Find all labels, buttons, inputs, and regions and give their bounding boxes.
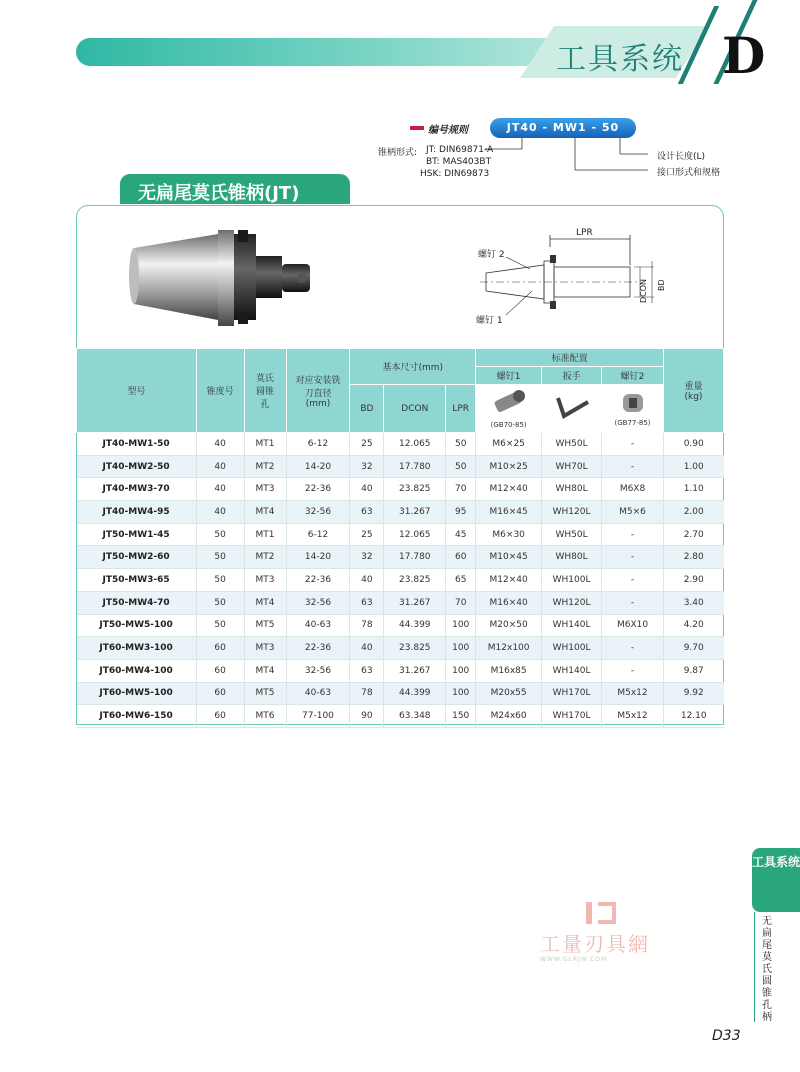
table-row [77, 523, 724, 546]
table-cell: 3.40 [663, 591, 723, 614]
table-cell: M10×25 [476, 455, 542, 478]
technical-drawing [470, 225, 680, 335]
watermark-text: 工量刃具網 [540, 932, 650, 956]
th-lpr: LPR [446, 385, 476, 433]
table-cell: 40 [196, 433, 244, 456]
table-cell: - [602, 569, 664, 592]
table-cell: 60 [196, 659, 244, 682]
table-cell: 25 [350, 433, 384, 456]
table-cell: 32 [350, 546, 384, 569]
lpr-label: LPR [576, 228, 593, 238]
table-cell: 40-63 [286, 682, 350, 705]
table-row [77, 659, 724, 682]
table-cell: 60 [196, 705, 244, 728]
th-weight: 重量(kg) [663, 349, 723, 433]
table-cell: 45 [446, 523, 476, 546]
screw1-icon [489, 388, 529, 418]
table-cell: MT5 [244, 614, 286, 637]
table-cell: 63 [350, 591, 384, 614]
side-tab-subtitle: 无扁尾莫氏圆锥孔柄 [762, 916, 772, 1023]
table-cell: MT4 [244, 591, 286, 614]
table-cell: 6-12 [286, 433, 350, 456]
table-row [77, 455, 724, 478]
table-cell: 2.80 [663, 546, 723, 569]
table-cell: 44.399 [384, 614, 446, 637]
table-cell: WH120L [542, 591, 602, 614]
table-cell: 50 [446, 433, 476, 456]
table-row [77, 682, 724, 705]
table-cell: MT5 [244, 682, 286, 705]
table-cell: 22-36 [286, 569, 350, 592]
wrench-icon [552, 392, 592, 422]
table-cell: 1.00 [663, 455, 723, 478]
screw1-label: 螺钉 1 [476, 316, 503, 326]
shank-label: 锥柄形式: [378, 148, 418, 158]
table-cell: 63 [350, 501, 384, 524]
table-cell: 23.825 [384, 569, 446, 592]
page-number: D33 [712, 1028, 741, 1044]
table-row [77, 705, 724, 728]
table-cell: - [602, 637, 664, 660]
table-cell: M6×30 [476, 523, 542, 546]
table-cell: 100 [446, 614, 476, 637]
th-screw1-image [476, 385, 542, 433]
shank-type-hsk: HSK: DIN69873 [420, 169, 490, 179]
table-cell: 40 [350, 478, 384, 501]
th-standard-config: 标准配置 [476, 349, 664, 367]
table-cell: 6-12 [286, 523, 350, 546]
th-basic-dims: 基本尺寸(mm) [350, 349, 476, 385]
table-cell: JT50-MW2-60 [77, 546, 197, 569]
table-row [77, 478, 724, 501]
bd-label: BD [657, 279, 666, 291]
table-cell: 4.20 [663, 614, 723, 637]
screw2-std: (GB77-85) [614, 419, 651, 427]
table-cell: 90 [350, 705, 384, 728]
table-cell: M6X8 [602, 478, 664, 501]
table-row [77, 501, 724, 524]
interface-label: 接口形式和规格 [657, 168, 721, 178]
spec-table [76, 348, 724, 728]
table-cell: M16×40 [476, 591, 542, 614]
table-cell: 60 [196, 682, 244, 705]
table-cell: M12×40 [476, 569, 542, 592]
table-cell: - [602, 591, 664, 614]
table-cell: 2.00 [663, 501, 723, 524]
table-cell: 9.70 [663, 637, 723, 660]
table-cell: 25 [350, 523, 384, 546]
th-dcon: DCON [384, 385, 446, 433]
table-cell: 2.90 [663, 569, 723, 592]
table-cell: MT3 [244, 478, 286, 501]
table-cell: JT50-MW3-65 [77, 569, 197, 592]
table-row [77, 433, 724, 456]
table-cell: M16x85 [476, 659, 542, 682]
table-cell: 70 [446, 591, 476, 614]
table-cell: 40 [196, 501, 244, 524]
table-cell: 23.825 [384, 478, 446, 501]
section-title: 无扁尾莫氏锥柄(JT) [138, 183, 300, 204]
table-cell: JT60-MW4-100 [77, 659, 197, 682]
table-cell: JT60-MW5-100 [77, 682, 197, 705]
table-cell: M5x12 [602, 705, 664, 728]
header-title: 工具系统 [556, 42, 684, 77]
table-cell: M5×6 [602, 501, 664, 524]
table-cell: JT40-MW2-50 [77, 455, 197, 478]
th-cutter: 对应安装铣刀直径(mm) [286, 349, 350, 433]
table-cell: 63 [350, 659, 384, 682]
numbering-rule-label: 编号规则 [428, 125, 468, 136]
watermark-url: WWW.GLRJW.COM [540, 956, 608, 963]
table-row [77, 569, 724, 592]
table-cell: 50 [196, 569, 244, 592]
table-cell: WH140L [542, 659, 602, 682]
table-cell: 40 [350, 637, 384, 660]
table-cell: M20×50 [476, 614, 542, 637]
table-cell: 100 [446, 637, 476, 660]
table-cell: 78 [350, 614, 384, 637]
table-cell: 50 [196, 614, 244, 637]
th-screw2: 螺钉2 [602, 367, 664, 385]
table-cell: MT1 [244, 433, 286, 456]
table-cell: MT2 [244, 546, 286, 569]
table-row [77, 637, 724, 660]
table-cell: WH70L [542, 455, 602, 478]
table-cell: MT4 [244, 501, 286, 524]
dcon-label: DCON [639, 278, 648, 303]
table-cell: M6X10 [602, 614, 664, 637]
table-cell: JT50-MW4-70 [77, 591, 197, 614]
numbering-code: JT40 - MW1 - 50 [490, 118, 636, 138]
th-bd: BD [350, 385, 384, 433]
table-cell: M6×25 [476, 433, 542, 456]
table-cell: 31.267 [384, 591, 446, 614]
table-cell: 31.267 [384, 501, 446, 524]
side-tab: 工具系统 [752, 848, 800, 912]
table-cell: 60 [196, 637, 244, 660]
table-cell: 95 [446, 501, 476, 524]
table-cell: 150 [446, 705, 476, 728]
table-cell: M12×40 [476, 478, 542, 501]
table-cell: WH120L [542, 501, 602, 524]
header-bar [76, 38, 596, 66]
table-cell: 9.92 [663, 682, 723, 705]
table-cell: 32-56 [286, 659, 350, 682]
table-cell: WH50L [542, 523, 602, 546]
th-screw1: 螺钉1 [476, 367, 542, 385]
table-cell: 1.10 [663, 478, 723, 501]
table-cell: 63.348 [384, 705, 446, 728]
table-cell: 50 [196, 523, 244, 546]
table-cell: M24x60 [476, 705, 542, 728]
table-cell: JT60-MW3-100 [77, 637, 197, 660]
th-screw2-image [602, 385, 664, 433]
table-cell: 23.825 [384, 637, 446, 660]
table-cell: JT50-MW5-100 [77, 614, 197, 637]
th-morse: 莫氏圆锥孔 [244, 349, 286, 433]
table-cell: 100 [446, 682, 476, 705]
table-cell: 32 [350, 455, 384, 478]
table-cell: MT3 [244, 637, 286, 660]
table-cell: 50 [446, 455, 476, 478]
table-cell: M5x12 [602, 682, 664, 705]
table-cell: 65 [446, 569, 476, 592]
table-cell: 70 [446, 478, 476, 501]
table-cell: 50 [196, 546, 244, 569]
table-cell: 14-20 [286, 455, 350, 478]
table-cell: - [602, 455, 664, 478]
spec-table-body [77, 433, 724, 728]
screw2-label: 螺钉 2 [478, 250, 505, 260]
table-cell: 40 [350, 569, 384, 592]
table-cell: 32-56 [286, 501, 350, 524]
table-cell: 12.065 [384, 433, 446, 456]
table-cell: WH80L [542, 478, 602, 501]
screw1-std: (GB70-85) [490, 421, 527, 429]
table-cell: WH170L [542, 682, 602, 705]
table-cell: 22-36 [286, 637, 350, 660]
table-cell: MT2 [244, 455, 286, 478]
table-cell: WH80L [542, 546, 602, 569]
table-cell: 78 [350, 682, 384, 705]
table-cell: 22-36 [286, 478, 350, 501]
table-cell: - [602, 659, 664, 682]
table-cell: 44.399 [384, 682, 446, 705]
table-cell: WH100L [542, 637, 602, 660]
table-cell: JT40-MW1-50 [77, 433, 197, 456]
shank-type-jt: JT: DIN69871-A [426, 145, 494, 155]
table-cell: JT40-MW4-95 [77, 501, 197, 524]
table-cell: 60 [446, 546, 476, 569]
table-cell: 77-100 [286, 705, 350, 728]
table-cell: M20x55 [476, 682, 542, 705]
table-cell: 17.780 [384, 546, 446, 569]
table-cell: JT40-MW3-70 [77, 478, 197, 501]
screw2-icon [613, 390, 653, 416]
th-taper: 锥度号 [196, 349, 244, 433]
table-cell: 40-63 [286, 614, 350, 637]
table-cell: 12.065 [384, 523, 446, 546]
table-cell: - [602, 433, 664, 456]
table-cell: WH50L [542, 433, 602, 456]
table-cell: 2.70 [663, 523, 723, 546]
table-row [77, 546, 724, 569]
table-cell: M12x100 [476, 637, 542, 660]
table-cell: M16×45 [476, 501, 542, 524]
table-cell: MT1 [244, 523, 286, 546]
watermark-logo-icon [584, 900, 624, 926]
table-cell: 31.267 [384, 659, 446, 682]
table-cell: - [602, 546, 664, 569]
table-cell: MT6 [244, 705, 286, 728]
th-wrench: 扳手 [542, 367, 602, 385]
table-cell: 100 [446, 659, 476, 682]
shank-type-bt: BT: MAS403BT [426, 157, 492, 167]
table-cell: 40 [196, 455, 244, 478]
table-cell: 9.87 [663, 659, 723, 682]
table-cell: 0.90 [663, 433, 723, 456]
table-cell: 40 [196, 478, 244, 501]
table-cell: 12.10 [663, 705, 723, 728]
table-cell: M10×45 [476, 546, 542, 569]
design-length-label: 设计长度(L) [657, 152, 706, 162]
table-cell: MT4 [244, 659, 286, 682]
table-cell: 50 [196, 591, 244, 614]
th-model: 型号 [77, 349, 197, 433]
side-tab-line [754, 912, 755, 1022]
table-cell: 32-56 [286, 591, 350, 614]
table-cell: WH100L [542, 569, 602, 592]
table-cell: JT50-MW1-45 [77, 523, 197, 546]
table-cell: WH170L [542, 705, 602, 728]
chapter-letter: D [722, 26, 766, 85]
table-cell: JT60-MW6-150 [77, 705, 197, 728]
rule-arrow-icon [410, 126, 424, 130]
tool-holder-image [126, 220, 326, 340]
table-cell: WH140L [542, 614, 602, 637]
table-row [77, 591, 724, 614]
th-wrench-image [542, 385, 602, 433]
table-row [77, 614, 724, 637]
table-cell: MT3 [244, 569, 286, 592]
table-cell: 17.780 [384, 455, 446, 478]
table-cell: - [602, 523, 664, 546]
table-cell: 14-20 [286, 546, 350, 569]
